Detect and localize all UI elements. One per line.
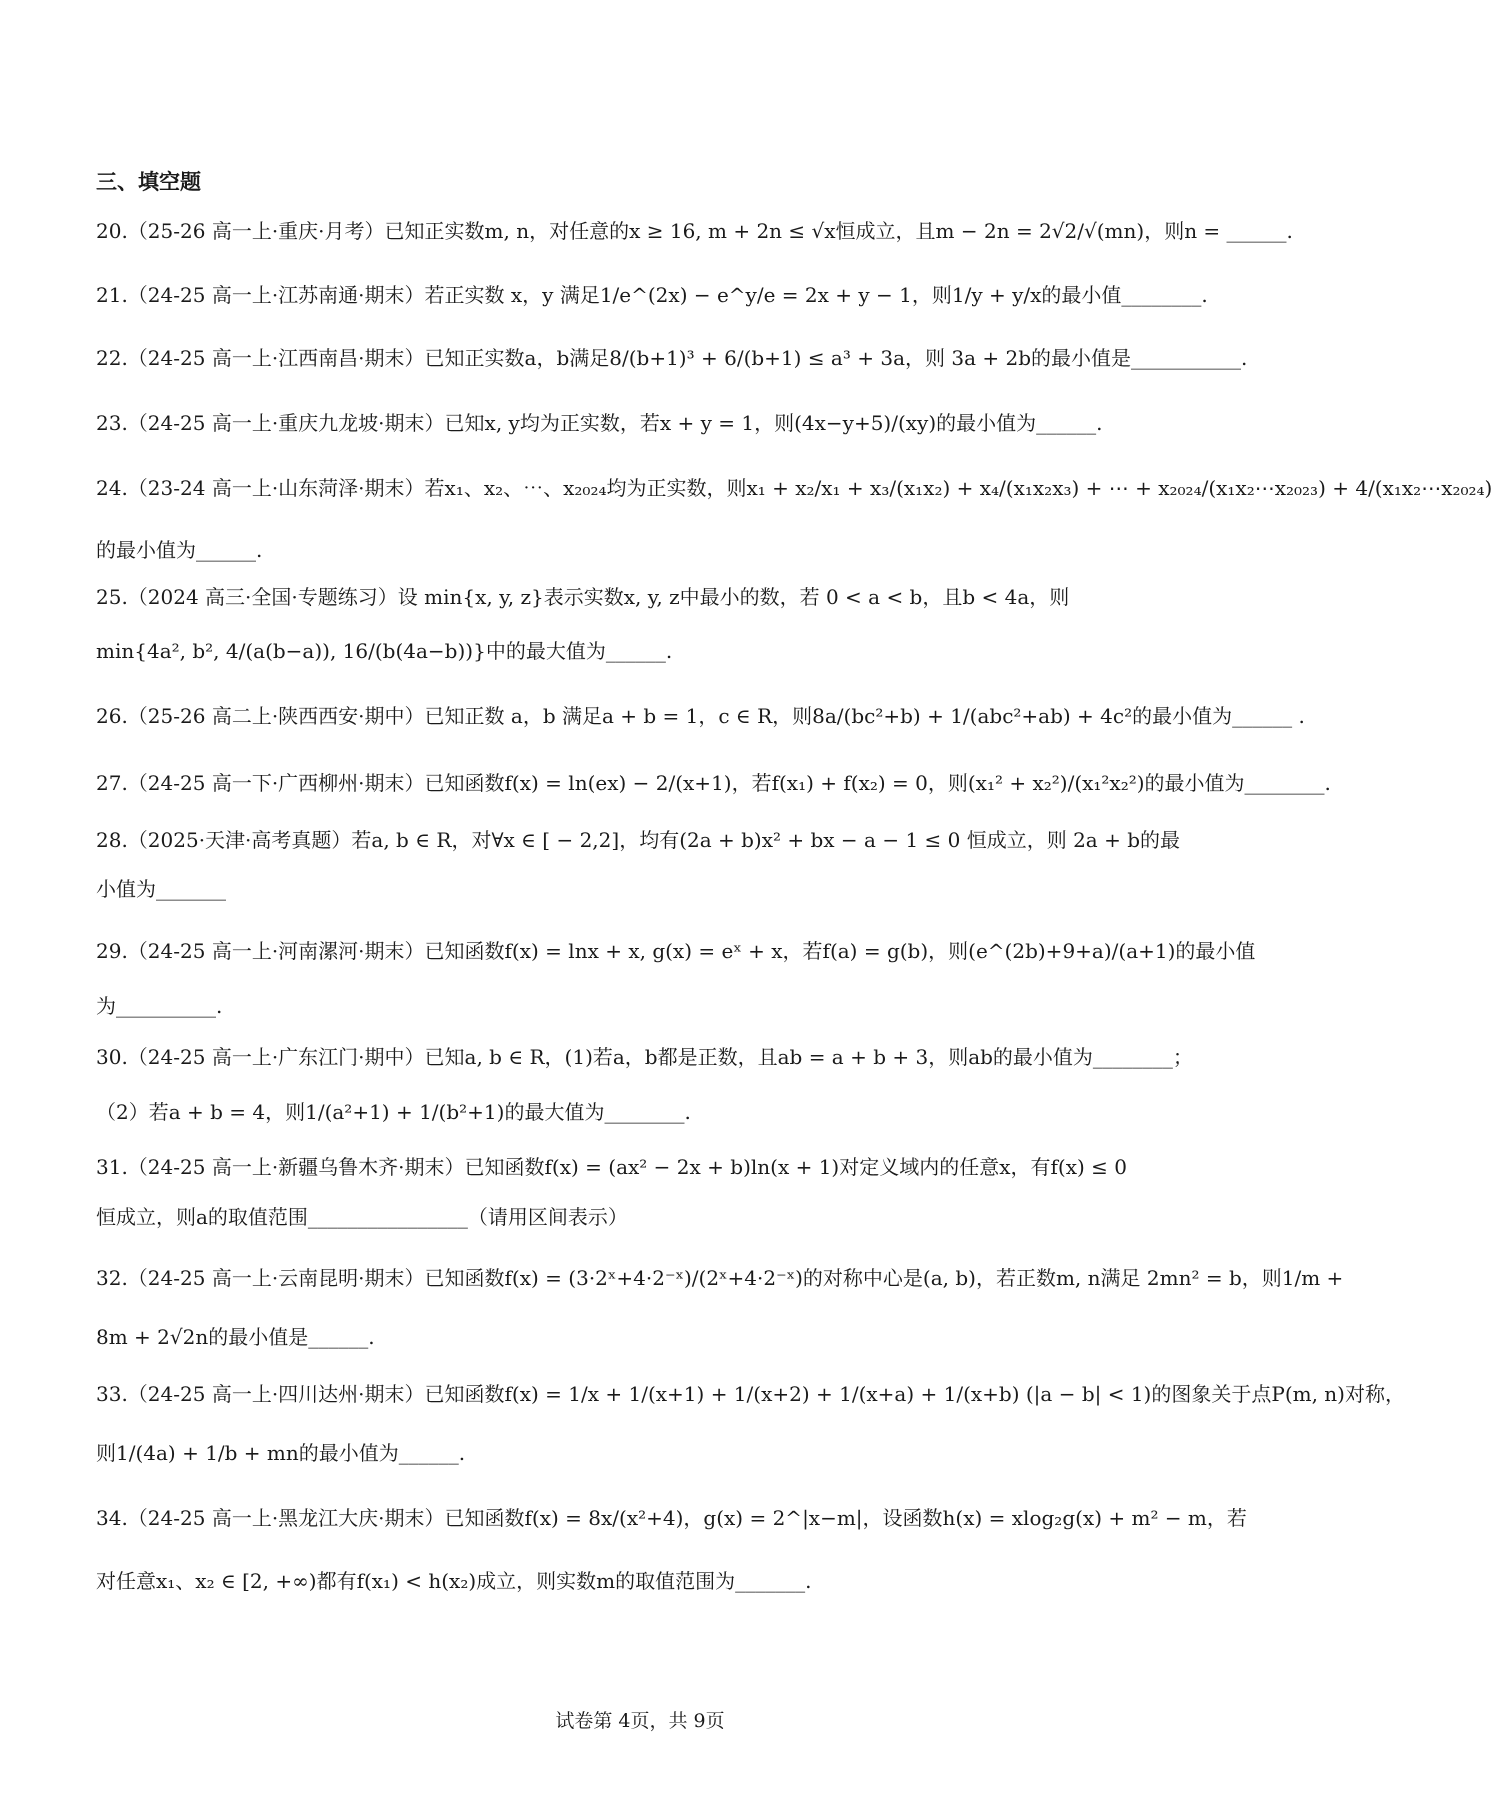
problem-33-line-1: 33.（24-25 高一上·四川达州·期末）已知函数f(x) = 1/x + 1/(x+1) + 1/(x+2) + 1/(x+a) + 1/(x+b) (|a − b| < 1)的图象关于点P(m, n)对称， xyxy=(96,1382,1405,1406)
problem-28-line-2: 小值为_______ xyxy=(96,877,226,901)
problem-27-line-1: 27.（24-25 高一下·广西柳州·期末）已知函数f(x) = ln(ex) − 2/(x+1)，若f(x₁) + f(x₂) = 0，则(x₁² + x₂²)/(x₁²x₂²)的最小值为________. xyxy=(96,771,1331,795)
problem-34-line-2: 对任意x₁、x₂ ∈ [2, +∞)都有f(x₁) < h(x₂)成立，则实数m的取值范围为_______. xyxy=(96,1569,812,1593)
problem-32-line-2: 8m + 2√2n的最小值是______. xyxy=(96,1325,375,1349)
problem-32-line-1: 32.（24-25 高一上·云南昆明·期末）已知函数f(x) = (3·2ˣ+4·2⁻ˣ)/(2ˣ+4·2⁻ˣ)的对称中心是(a, b)，若正数m, n满足 2mn² = b，则1/m + xyxy=(96,1266,1344,1290)
problem-25-line-2: min{4a², b², 4/(a(b−a)), 16/(b(4a−b))}中的最大值为______. xyxy=(96,639,673,663)
problem-33-line-2: 则1/(4a) + 1/b + mn的最小值为______. xyxy=(96,1441,466,1465)
problem-29-line-2: 为__________. xyxy=(96,994,223,1018)
problem-22-line-1: 22.（24-25 高一上·江西南昌·期末）已知正实数a，b满足8/(b+1)³ + 6/(b+1) ≤ a³ + 3a，则 3a + 2b的最小值是___________. xyxy=(96,346,1248,370)
problem-20-line-1: 20.（25-26 高一上·重庆·月考）已知正实数m, n，对任意的x ≥ 16, m + 2n ≤ √x恒成立，且m − 2n = 2√2/√(mn)，则n = ______. xyxy=(96,219,1293,243)
problem-25-line-1: 25.（2024 高三·全国·专题练习）设 min{x, y, z}表示实数x, y, z中最小的数，若 0 < a < b，且b < 4a，则 xyxy=(96,585,1070,609)
problem-30-line-2: （2）若a + b = 4，则1/(a²+1) + 1/(b²+1)的最大值为________. xyxy=(96,1100,691,1124)
problem-24-line-2: 的最小值为______. xyxy=(96,538,263,562)
problem-26-line-1: 26.（25-26 高二上·陕西西安·期中）已知正数 a，b 满足a + b = 1，c ∈ R，则8a/(bc²+b) + 1/(abc²+ab) + 4c²的最小值为______ . xyxy=(96,704,1305,728)
problem-31-line-2: 恒成立，则a的取值范围________________（请用区间表示） xyxy=(96,1205,628,1229)
page-footer: 试卷第 4页，共 9页 xyxy=(555,1710,725,1732)
problem-29-line-1: 29.（24-25 高一上·河南漯河·期末）已知函数f(x) = lnx + x, g(x) = eˣ + x，若f(a) = g(b)，则(e^(2b)+9+a)/(a+1)的最小值 xyxy=(96,939,1256,963)
problem-34-line-1: 34.（24-25 高一上·黑龙江大庆·期末）已知函数f(x) = 8x/(x²+4)，g(x) = 2^|x−m|，设函数h(x) = xlog₂g(x) + m² − m，若 xyxy=(96,1506,1247,1530)
problem-24-line-1: 24.（23-24 高一上·山东菏泽·期末）若x₁、x₂、⋯、x₂₀₂₄均为正实数，则x₁ + x₂/x₁ + x₃/(x₁x₂) + x₄/(x₁x₂x₃) + ⋯ + x₂₀₂₄/(x₁x₂⋯x₂₀₂₃) + 4/(x₁x₂⋯x₂₀₂₄) xyxy=(96,476,1492,500)
problem-23-line-1: 23.（24-25 高一上·重庆九龙坡·期末）已知x, y均为正实数，若x + y = 1，则(4x−y+5)/(xy)的最小值为______. xyxy=(96,411,1103,435)
problem-21-line-1: 21.（24-25 高一上·江苏南通·期末）若正实数 x，y 满足1/e^(2x) − e^y/e = 2x + y − 1，则1/y + y/x的最小值________. xyxy=(96,283,1208,307)
problem-30-line-1: 30.（24-25 高一上·广东江门·期中）已知a, b ∈ R，(1)若a，b都是正数，且ab = a + b + 3，则ab的最小值为________； xyxy=(96,1045,1193,1069)
problem-28-line-1: 28.（2025·天津·高考真题）若a, b ∈ R，对∀x ∈ [ − 2,2]，均有(2a + b)x² + bx − a − 1 ≤ 0 恒成立，则 2a + b的最 xyxy=(96,828,1181,852)
problem-31-line-1: 31.（24-25 高一上·新疆乌鲁木齐·期末）已知函数f(x) = (ax² − 2x + b)ln(x + 1)对定义域内的任意x，有f(x) ≤ 0 xyxy=(96,1155,1127,1179)
section-title: 三、填空题 xyxy=(96,170,201,194)
